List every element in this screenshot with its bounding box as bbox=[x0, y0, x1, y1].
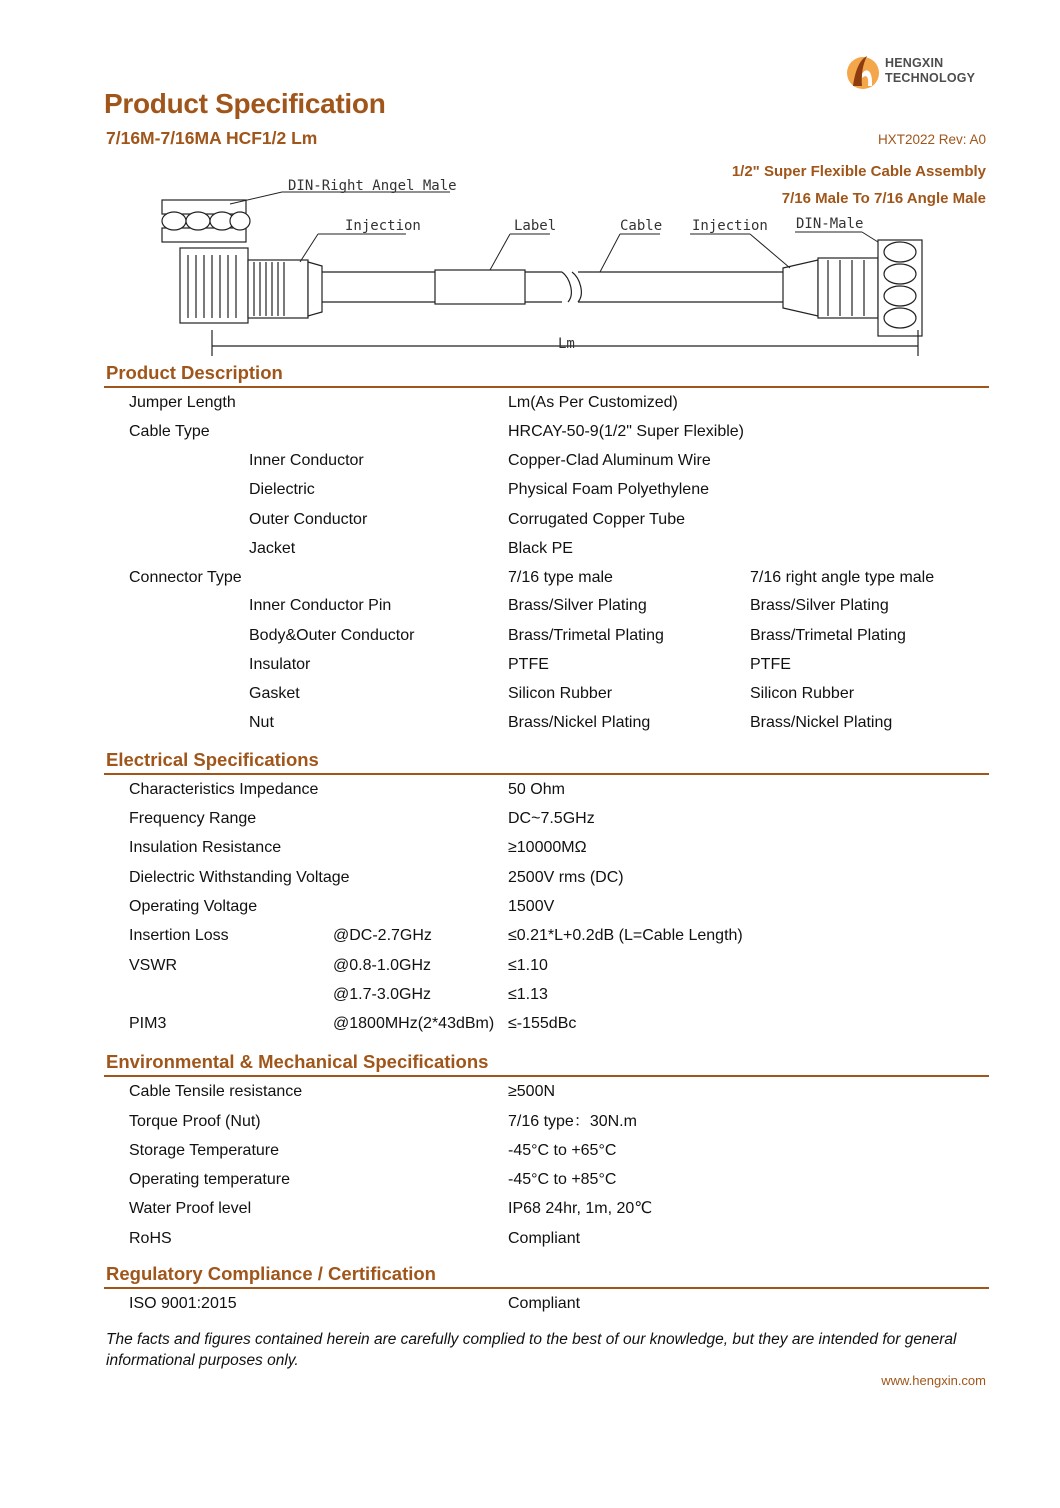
spec-sublabel: Inner Conductor bbox=[249, 452, 364, 469]
spec-label: Characteristics Impedance bbox=[129, 781, 319, 798]
hengxin-logo-mark bbox=[845, 52, 881, 92]
spec-value: 1500V bbox=[508, 898, 555, 915]
disclaimer-note: The facts and figures contained herein are carefully complied to the best of our knowledge, but they are intended for general informational purposes only. bbox=[106, 1331, 957, 1369]
spec-value: ≤0.21*L+0.2dB (L=Cable Length) bbox=[508, 927, 743, 944]
assembly-title: 1/2" Super Flexible Cable Assembly bbox=[731, 163, 986, 180]
spec-sublabel: Jacket bbox=[249, 540, 296, 557]
spec-label: VSWR bbox=[129, 957, 177, 974]
spec-condition: @0.8-1.0GHz bbox=[333, 957, 432, 974]
spec-sublabel: Gasket bbox=[249, 685, 300, 702]
section-title-environmental: Environmental & Mechanical Specifications bbox=[106, 1051, 489, 1072]
spec-value: -45°C to +85°C bbox=[508, 1171, 617, 1188]
spec-value: 2500V rms (DC) bbox=[508, 869, 624, 886]
section-divider bbox=[104, 1075, 989, 1077]
label-length: Lm bbox=[558, 336, 575, 352]
spec-label: Connector Type bbox=[129, 569, 242, 586]
spec-value: ≥10000MΩ bbox=[508, 839, 587, 856]
spec-value: Physical Foam Polyethylene bbox=[508, 481, 709, 498]
label-din-right-angle: DIN-Right Angel Male bbox=[288, 178, 457, 194]
spec-condition: @DC-2.7GHz bbox=[333, 927, 432, 944]
spec-label: Water Proof level bbox=[129, 1200, 252, 1217]
cable-assembly-drawing bbox=[150, 170, 940, 360]
spec-value: Brass/Nickel Plating bbox=[508, 714, 651, 731]
spec-value: Lm(As Per Customized) bbox=[508, 394, 678, 411]
section-divider bbox=[104, 773, 989, 775]
spec-value: Brass/Trimetal Plating bbox=[508, 627, 664, 644]
spec-label: PIM3 bbox=[129, 1015, 167, 1032]
spec-label: Operating temperature bbox=[129, 1171, 290, 1188]
section-title-electrical: Electrical Specifications bbox=[106, 749, 319, 770]
spec-value-alt: Brass/Silver Plating bbox=[750, 597, 889, 614]
spec-value: 7/16 type male bbox=[508, 569, 613, 586]
company-name-line1: HENGXIN bbox=[885, 56, 944, 70]
revision-number: HXT2022 Rev: A0 bbox=[877, 132, 986, 147]
spec-sublabel: Body&Outer Conductor bbox=[249, 627, 415, 644]
spec-value: 7/16 type：30N.m bbox=[508, 1113, 637, 1130]
spec-label: Torque Proof (Nut) bbox=[129, 1113, 261, 1130]
label-injection-left: Injection bbox=[345, 218, 421, 234]
spec-label: Operating Voltage bbox=[129, 898, 258, 915]
spec-value: ≤1.13 bbox=[508, 986, 548, 1003]
spec-value: -45°C to +65°C bbox=[508, 1142, 617, 1159]
spec-label: Insertion Loss bbox=[129, 927, 229, 944]
label-cable: Cable bbox=[620, 218, 663, 234]
spec-value: Compliant bbox=[508, 1230, 581, 1247]
spec-value-alt: Silicon Rubber bbox=[750, 685, 855, 702]
company-logo bbox=[845, 52, 995, 92]
spec-value-alt: Brass/Nickel Plating bbox=[750, 714, 893, 731]
spec-value: IP68 24hr, 1m, 20℃ bbox=[508, 1200, 653, 1217]
label-injection-right: Injection bbox=[692, 218, 768, 234]
spec-sublabel: Dielectric bbox=[249, 481, 315, 498]
spec-value: PTFE bbox=[508, 656, 549, 673]
section-divider bbox=[104, 1287, 989, 1289]
spec-label: Cable Type bbox=[129, 423, 210, 440]
spec-value-alt: Brass/Trimetal Plating bbox=[750, 627, 906, 644]
spec-value: Brass/Silver Plating bbox=[508, 597, 647, 614]
spec-value: ≤-155dBc bbox=[508, 1015, 577, 1032]
spec-value: 50 Ohm bbox=[508, 781, 565, 798]
cable-body-drawing bbox=[322, 240, 922, 336]
model-number: 7/16M-7/16MA HCF1/2 Lm bbox=[106, 128, 318, 148]
label-din-male: DIN-Male bbox=[796, 216, 864, 232]
company-name bbox=[885, 56, 975, 86]
website-link[interactable]: www.hengxin.com bbox=[881, 1373, 986, 1388]
spec-value: Black PE bbox=[508, 540, 573, 557]
spec-label: RoHS bbox=[129, 1230, 172, 1247]
spec-value-alt: PTFE bbox=[750, 656, 791, 673]
section-title-regulatory: Regulatory Compliance / Certification bbox=[106, 1263, 436, 1284]
spec-label: Storage Temperature bbox=[129, 1142, 280, 1159]
spec-condition: @1800MHz(2*43dBm) bbox=[333, 1015, 495, 1032]
section-divider bbox=[104, 386, 989, 388]
label-label: Label bbox=[514, 218, 557, 234]
spec-value: Silicon Rubber bbox=[508, 685, 613, 702]
spec-label: Dielectric Withstanding Voltage bbox=[129, 869, 350, 886]
spec-value: ≤1.10 bbox=[508, 957, 548, 974]
spec-label: Insulation Resistance bbox=[129, 839, 282, 856]
spec-label: Frequency Range bbox=[129, 810, 257, 827]
spec-value: DC~7.5GHz bbox=[508, 810, 595, 827]
spec-value: Copper-Clad Aluminum Wire bbox=[508, 452, 711, 469]
spec-sublabel: Inner Conductor Pin bbox=[249, 597, 392, 614]
spec-sublabel: Outer Conductor bbox=[249, 511, 368, 528]
spec-condition: @1.7-3.0GHz bbox=[333, 986, 432, 1003]
assembly-subtitle: 7/16 Male To 7/16 Angle Male bbox=[781, 190, 986, 207]
spec-label: Jumper Length bbox=[129, 394, 236, 411]
section-title-product-description: Product Description bbox=[106, 362, 283, 383]
page-title: Product Specification bbox=[104, 88, 386, 119]
spec-sublabel: Insulator bbox=[249, 656, 311, 673]
spec-value: Corrugated Copper Tube bbox=[508, 511, 685, 528]
spec-sublabel: Nut bbox=[249, 714, 274, 731]
company-name-line2: TECHNOLOGY bbox=[885, 71, 976, 85]
spec-value: Compliant bbox=[508, 1295, 581, 1312]
spec-label: Cable Tensile resistance bbox=[129, 1083, 303, 1100]
spec-label: ISO 9001:2015 bbox=[129, 1295, 237, 1312]
spec-value: HRCAY-50-9(1/2" Super Flexible) bbox=[508, 423, 744, 440]
spec-value-alt: 7/16 right angle type male bbox=[750, 569, 935, 586]
spec-value: ≥500N bbox=[508, 1083, 556, 1100]
right-angle-connector-drawing bbox=[162, 200, 322, 323]
